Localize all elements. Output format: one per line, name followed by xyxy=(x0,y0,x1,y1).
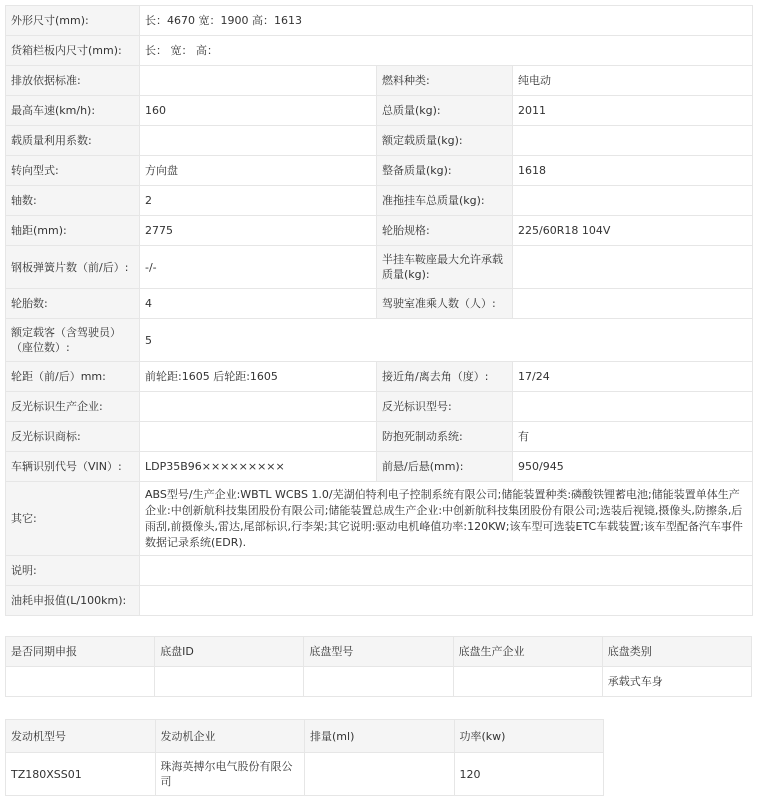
approach-departure-label: 接近角/离去角（度）: xyxy=(377,362,513,392)
chassis-type-value: 承载式车身 xyxy=(602,667,751,697)
spec-row-seats xyxy=(6,319,753,362)
spec-row-dimensions xyxy=(6,6,753,36)
chassis-model-value xyxy=(304,667,453,697)
steering-type-value: 方向盘 xyxy=(140,156,377,186)
spec-row-speed-mass xyxy=(6,96,753,126)
emission-standard-label: 排放依据标准: xyxy=(6,66,140,96)
rated-load-label: 额定载质量(kg): xyxy=(377,126,513,156)
chassis-maker-value xyxy=(453,667,602,697)
track-width-value: 前轮距:1605 后轮距:1605 xyxy=(140,362,377,392)
load-utilization-value xyxy=(140,126,377,156)
spec-row-reflector-maker xyxy=(6,392,753,422)
cab-capacity-value xyxy=(513,289,753,319)
tire-count-value: 4 xyxy=(140,289,377,319)
trailer-mass-label: 准拖挂车总质量(kg): xyxy=(377,186,513,216)
curb-mass-value: 1618 xyxy=(513,156,753,186)
rated-load-value xyxy=(513,126,753,156)
chassis-table xyxy=(5,636,752,697)
other-value: ABS型号/生产企业:WBTL WCBS 1.0/芜湖伯特利电子控制系统有限公司;储能装置种类:磷酸铁锂蓄电池;储能装置单体生产企业:中创新航科技集团股份有限公司;储能装置总成生产企业:中创新航科技集团股份有限公司;选装后视镜,摄像头,防擦条,后雨刮,前摄像头,雷达,尾部标识,行李架;其它说明:驱动电机峰值功率:120KW;该车型可选装ETC车载装置;该车型配备汽车事件数据记录系统(EDR). xyxy=(140,482,753,556)
fuel-type-label: 燃料种类: xyxy=(377,66,513,96)
load-utilization-label: 载质量利用系数: xyxy=(6,126,140,156)
spec-row-emission-fuel xyxy=(6,66,753,96)
approach-departure-value: 17/24 xyxy=(513,362,753,392)
total-mass-label: 总质量(kg): xyxy=(377,96,513,126)
engine-header-power: 功率(kw) xyxy=(454,720,604,753)
abs-label: 防抱死制动系统: xyxy=(377,422,513,452)
saddle-load-value xyxy=(513,246,753,289)
axle-count-value: 2 xyxy=(140,186,377,216)
spec-row-vin xyxy=(6,452,753,482)
max-speed-label: 最高车速(km/h): xyxy=(6,96,140,126)
engine-header-displacement: 排量(ml) xyxy=(305,720,455,753)
leaf-spring-label: 钢板弹簧片数（前/后）: xyxy=(6,246,140,289)
other-label: 其它: xyxy=(6,482,140,556)
emission-standard-value xyxy=(140,66,377,96)
vin-value: LDP35B96××××××××× xyxy=(140,452,377,482)
engine-header-maker: 发动机企业 xyxy=(155,720,305,753)
chassis-header-same-period: 是否同期申报 xyxy=(6,637,155,667)
chassis-header-model: 底盘型号 xyxy=(304,637,453,667)
max-speed-value: 160 xyxy=(140,96,377,126)
seat-count-value: 5 xyxy=(140,319,753,362)
spec-row-load xyxy=(6,126,753,156)
spec-row-springs xyxy=(6,246,753,289)
spec-row-tires xyxy=(6,289,753,319)
chassis-header-type: 底盘类别 xyxy=(602,637,751,667)
axle-count-label: 轴数: xyxy=(6,186,140,216)
chassis-header-maker: 底盘生产企业 xyxy=(453,637,602,667)
trailer-mass-value xyxy=(513,186,753,216)
engine-header-row xyxy=(6,720,604,753)
wheelbase-value: 2775 xyxy=(140,216,377,246)
vin-label: 车辆识别代号（VIN）: xyxy=(6,452,140,482)
fuel-type-value: 纯电动 xyxy=(513,66,753,96)
notes-label: 说明: xyxy=(6,556,140,586)
total-mass-value: 2011 xyxy=(513,96,753,126)
engine-displacement-value xyxy=(305,753,455,796)
chassis-same-period-value xyxy=(6,667,155,697)
engine-model-value: TZ180XSS01 xyxy=(6,753,156,796)
vehicle-spec-table xyxy=(5,5,753,616)
reflector-maker-label: 反光标识生产企业: xyxy=(6,392,140,422)
spec-row-notes xyxy=(6,556,753,586)
track-width-label: 轮距（前/后）mm: xyxy=(6,362,140,392)
cab-capacity-label: 驾驶室准乘人数（人）: xyxy=(377,289,513,319)
engine-table xyxy=(5,719,604,796)
chassis-id-value xyxy=(155,667,304,697)
tire-count-label: 轮胎数: xyxy=(6,289,140,319)
abs-value: 有 xyxy=(513,422,753,452)
spec-row-steering xyxy=(6,156,753,186)
edge-fade xyxy=(603,719,758,800)
spec-row-reflector-brand xyxy=(6,422,753,452)
engine-data-row xyxy=(6,753,604,796)
overhang-label: 前悬/后悬(mm): xyxy=(377,452,513,482)
engine-maker-value: 珠海英搏尔电气股份有限公司 xyxy=(155,753,305,796)
reflector-brand-value xyxy=(140,422,377,452)
tire-spec-value: 225/60R18 104V xyxy=(513,216,753,246)
fuel-consumption-value xyxy=(140,586,753,616)
cargo-box-label: 货箱栏板内尺寸(mm): xyxy=(6,36,140,66)
reflector-model-value xyxy=(513,392,753,422)
spec-row-fuel-consumption xyxy=(6,586,753,616)
engine-power-value: 120 xyxy=(454,753,604,796)
engine-header-model: 发动机型号 xyxy=(6,720,156,753)
leaf-spring-value: -/- xyxy=(140,246,377,289)
spec-row-axles xyxy=(6,186,753,216)
overhang-value: 950/945 xyxy=(513,452,753,482)
tire-spec-label: 轮胎规格: xyxy=(377,216,513,246)
saddle-load-label: 半挂车鞍座最大允许承载质量(kg): xyxy=(377,246,513,289)
seat-count-label: 额定载客（含驾驶员）（座位数）: xyxy=(6,319,140,362)
spec-row-track xyxy=(6,362,753,392)
chassis-data-row xyxy=(6,667,752,697)
cargo-box-value: 长： 宽： 高： xyxy=(140,36,753,66)
reflector-model-label: 反光标识型号: xyxy=(377,392,513,422)
spec-row-wheelbase xyxy=(6,216,753,246)
dimensions-value: 长：4670 宽：1900 高：1613 xyxy=(140,6,753,36)
spec-row-other xyxy=(6,482,753,556)
fuel-consumption-label: 油耗申报值(L/100km): xyxy=(6,586,140,616)
notes-value xyxy=(140,556,753,586)
reflector-brand-label: 反光标识商标: xyxy=(6,422,140,452)
curb-mass-label: 整备质量(kg): xyxy=(377,156,513,186)
dimensions-label: 外形尺寸(mm): xyxy=(6,6,140,36)
chassis-header-id: 底盘ID xyxy=(155,637,304,667)
steering-type-label: 转向型式: xyxy=(6,156,140,186)
chassis-header-row xyxy=(6,637,752,667)
reflector-maker-value xyxy=(140,392,377,422)
spec-row-cargo-box xyxy=(6,36,753,66)
wheelbase-label: 轴距(mm): xyxy=(6,216,140,246)
